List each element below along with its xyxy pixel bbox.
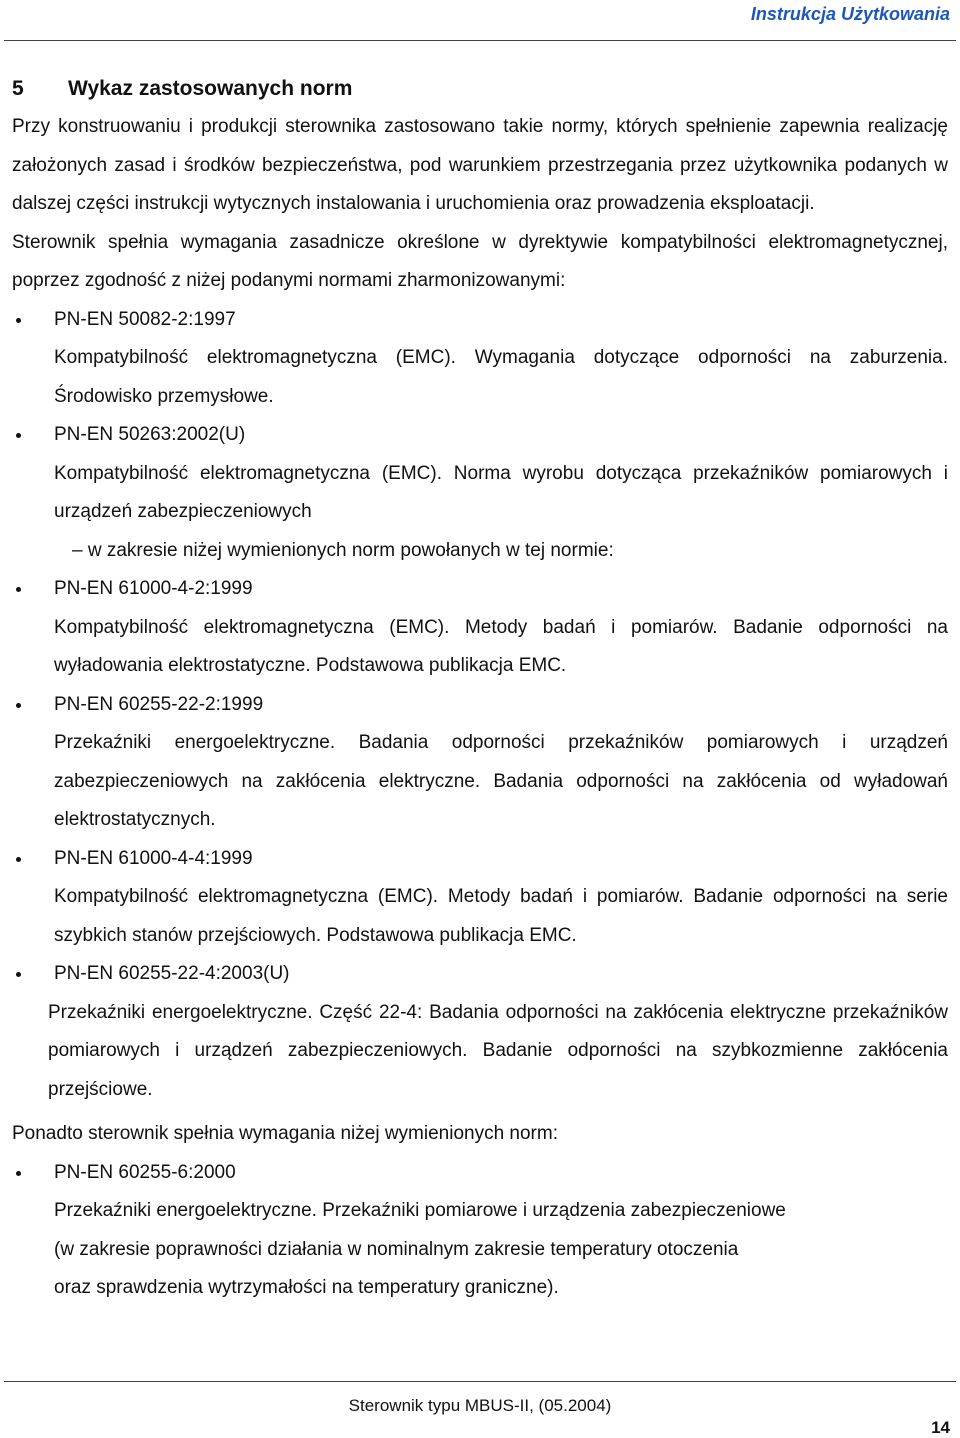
standard-item bbox=[12, 840, 948, 956]
standard-description-line: (w zakresie poprawności działania w nominalnym zakresie temperatury otoczenia bbox=[54, 1238, 739, 1260]
standard-description: Kompatybilność elektromagnetyczna (EMC). Wymagania dotyczące odporności na zaburzenia. Środowisko przemysłowe. bbox=[54, 347, 948, 407]
standard-item bbox=[12, 301, 948, 417]
footer-document-name: Sterownik typu MBUS-II, (05.2004) bbox=[348, 1396, 612, 1415]
bullet-icon bbox=[16, 433, 21, 438]
standard-scope-note: – w zakresie niżej wymienionych norm powołanych w tej normie: bbox=[72, 539, 614, 561]
standard-code: PN-EN 61000-4-2:1999 bbox=[54, 578, 253, 599]
standard-code: PN-EN 50082-2:1997 bbox=[54, 308, 236, 330]
standard-item bbox=[12, 686, 948, 840]
standard-code: PN-EN 61000-4-4:1999 bbox=[54, 847, 253, 869]
bullet-icon bbox=[16, 972, 21, 977]
standard-code: PN-EN 50263:2002(U) bbox=[54, 424, 246, 445]
standard-description-line: Przekaźniki energoelektryczne. Przekaźniki pomiarowe i urządzenia zabezpieczeniowe bbox=[54, 1200, 786, 1221]
header-divider bbox=[4, 40, 956, 41]
additional-standards-paragraph: Ponadto sterownik spełnia wymagania niżej wymienionych norm: bbox=[12, 1123, 558, 1144]
standard-item bbox=[12, 1154, 948, 1308]
standard-description: Przekaźniki energoelektryczne. Badania odporności przekaźników pomiarowych i urządzeń zabezpieczeniowych na zakłócenia elektryczne. Badania odporności na zakłócenia od wyładowań elektrostatycznych. bbox=[54, 732, 948, 830]
bullet-icon bbox=[16, 587, 21, 592]
standard-code: PN-EN 60255-22-2:1999 bbox=[54, 693, 264, 715]
standard-description-line: oraz sprawdzenia wytrzymałości na temperatury graniczne). bbox=[54, 1277, 559, 1298]
standard-description: Kompatybilność elektromagnetyczna (EMC). Norma wyrobu dotycząca przekaźników pomiarowych i urządzeń zabezpieczeniowych bbox=[54, 462, 948, 522]
standard-code: PN-EN 60255-6:2000 bbox=[54, 1161, 236, 1183]
bullet-icon bbox=[16, 1171, 21, 1176]
page-number: 14 bbox=[931, 1418, 950, 1437]
standard-item bbox=[12, 955, 948, 1109]
standard-description: Kompatybilność elektromagnetyczna (EMC). Metody badań i pomiarów. Badanie odporności na serie szybkich stanów przejściowych. Podstawowa publikacja EMC. bbox=[54, 886, 948, 946]
standard-code: PN-EN 60255-22-4:2003(U) bbox=[54, 963, 290, 984]
bullet-icon bbox=[16, 857, 21, 862]
standard-item bbox=[12, 570, 948, 686]
additional-standards-list bbox=[12, 1154, 948, 1308]
standard-description: Przekaźniki energoelektryczne. Część 22-4: Badania odporności na zakłócenia elektryczne przekaźników pomiarowych i urządzeń zabezpieczeniowych. Badanie odporności na szybkozmienne zakłócenia przejściowe. bbox=[48, 1001, 948, 1100]
standard-description: Kompatybilność elektromagnetyczna (EMC). Metody badań i pomiarów. Badanie odporności na wyładowania elektrostatyczne. Podstawowa publikacja EMC. bbox=[54, 616, 948, 676]
footer-divider bbox=[4, 1381, 956, 1382]
section-heading bbox=[12, 70, 948, 108]
harmonized-standards-list bbox=[12, 301, 948, 1110]
bullet-icon bbox=[16, 318, 21, 323]
document-content bbox=[12, 70, 948, 1308]
document-header-title: Instrukcja Użytkowania bbox=[750, 4, 950, 24]
section-number: 5 bbox=[12, 77, 24, 100]
emc-paragraph: Sterownik spełnia wymagania zasadnicze określone w dyrektywie kompatybilności elektromagnetycznej, poprzez zgodność z niżej podanymi normami zharmonizowanymi: bbox=[12, 231, 948, 291]
intro-paragraph: Przy konstruowaniu i produkcji sterownika zastosowano takie normy, których spełnienie zapewnia realizację założonych zasad i środków bezpieczeństwa, pod warunkiem przestrzegania przez użytkownika podanych w dalszej części instrukcji wytycznych instalowania i uruchomienia oraz prowadzenia eksploatacji. bbox=[12, 116, 948, 214]
standard-item bbox=[12, 416, 948, 570]
bullet-icon bbox=[16, 703, 21, 708]
section-title: Wykaz zastosowanych norm bbox=[68, 77, 353, 100]
